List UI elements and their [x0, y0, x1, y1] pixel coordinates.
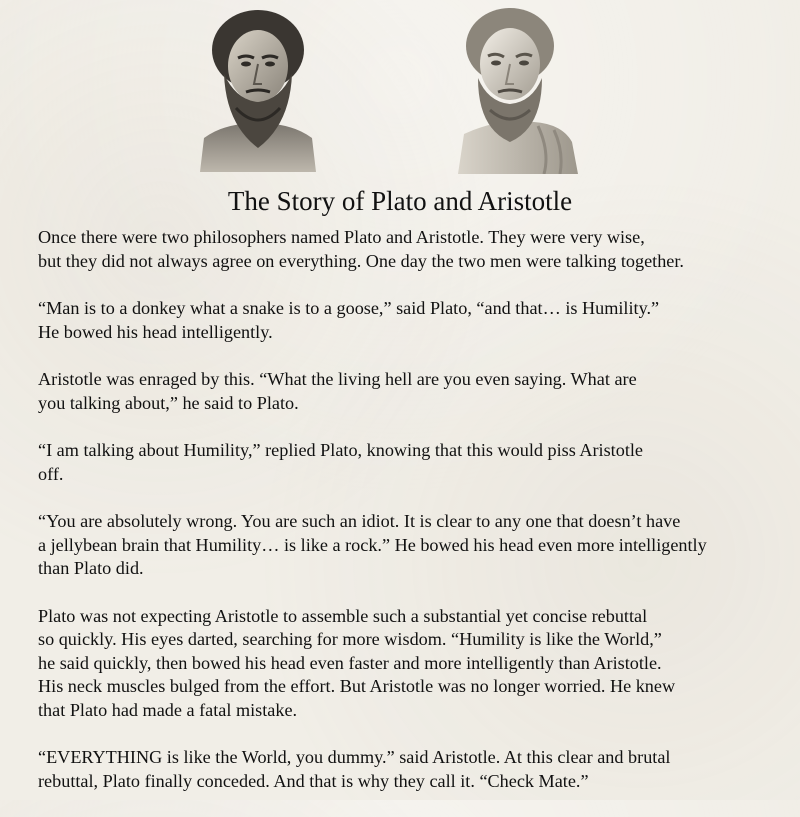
- paragraph: [38, 226, 788, 273]
- paragraph-line: but they did not always agree on everything. One day the two men were talking together.: [38, 250, 684, 271]
- paragraph-line: so quickly. His eyes darted, searching for more wisdom. “Humility is like the World,”: [38, 629, 662, 649]
- story-title: The Story of Plato and Aristotle: [227, 186, 573, 216]
- paragraph-line: he said quickly, then bowed his head even faster and more intelligently than Aristotle.: [38, 652, 662, 673]
- paragraph-line: off.: [38, 463, 64, 484]
- paragraph-line: rebuttal, Plato finally conceded. And that is why they call it. “Check Mate.”: [38, 770, 589, 791]
- paragraph: [38, 746, 788, 793]
- paragraph-line: that Plato had made a fatal mistake.: [38, 699, 298, 720]
- paragraph: [38, 439, 788, 486]
- paragraph-line: He bowed his head intelligently.: [38, 321, 273, 342]
- story-body: [38, 226, 788, 817]
- paragraph: [38, 368, 788, 415]
- paragraph-line: Once there were two philosophers named Plato and Aristotle. They were very wise,: [38, 227, 645, 247]
- paragraph-line: “You are absolutely wrong. You are such an idiot. It is clear to any one that doesn’t have: [38, 511, 681, 531]
- paragraph: [38, 510, 788, 581]
- paragraph: [38, 605, 788, 723]
- paragraph-line: you talking about,” he said to Plato.: [38, 392, 299, 413]
- paragraph-line: “Man is to a donkey what a snake is to a goose,” said Plato, “and that… is Humility.”: [38, 298, 660, 318]
- paragraph-line: “I am talking about Humility,” replied Plato, knowing that this would piss Aristotle: [38, 440, 643, 460]
- paragraph-line: Aristotle was enraged by this. “What the living hell are you even saying. What are: [38, 369, 637, 389]
- paragraph-line: Plato was not expecting Aristotle to assemble such a substantial yet concise rebuttal: [38, 605, 648, 626]
- paragraph-line: “EVERYTHING is like the World, you dummy.” said Aristotle. At this clear and brutal: [38, 747, 671, 767]
- paragraph-line: His neck muscles bulged from the effort. But Aristotle was no longer worried. He knew: [38, 676, 676, 696]
- paragraph: [38, 297, 788, 344]
- paragraph-line: a jellybean brain that Humility… is like a rock.” He bowed his head even more intelligently: [38, 534, 707, 555]
- plato-bust-image: [196, 4, 320, 172]
- aristotle-bust-image: [438, 2, 588, 174]
- paragraph-line: than Plato did.: [38, 558, 144, 578]
